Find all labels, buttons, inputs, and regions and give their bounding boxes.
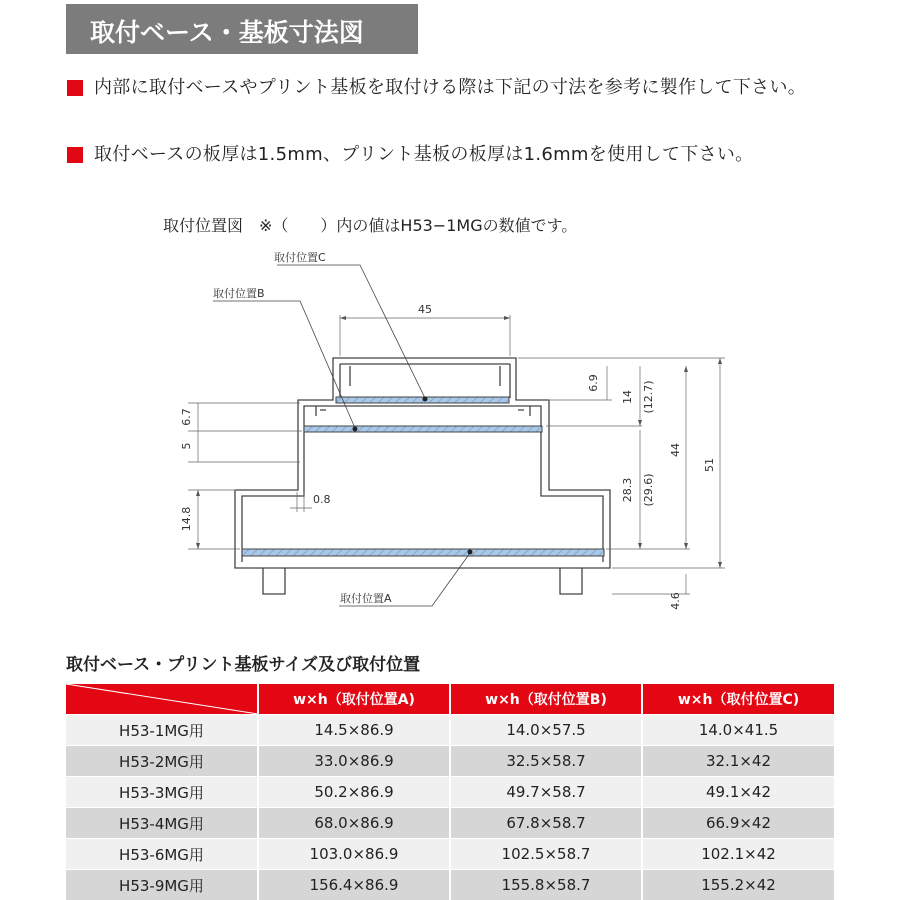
size-b-cell: 67.8×58.7: [450, 808, 642, 839]
size-a-cell: 156.4×86.9: [258, 870, 450, 900]
size-a-cell: 68.0×86.9: [258, 808, 450, 839]
board-position-c: [336, 397, 509, 403]
table-header-row: [66, 684, 834, 715]
position-b-marker: [353, 427, 358, 432]
size-c-cell: 49.1×42: [642, 777, 834, 808]
table-row: [66, 808, 834, 839]
table-row: [66, 870, 834, 900]
size-a-cell: 33.0×86.9: [258, 746, 450, 777]
dim-top-width: 45: [418, 303, 432, 316]
dim-28-3: 28.3: [621, 477, 634, 503]
model-cell: H53-6MG用: [66, 839, 258, 870]
red-square-bullet-icon: [67, 147, 83, 163]
size-a-cell: 50.2×86.9: [258, 777, 450, 808]
size-c-cell: 32.1×42: [642, 746, 834, 777]
note-1: [67, 73, 847, 103]
label-position-b: 取付位置B: [213, 287, 265, 300]
size-b-cell: 32.5×58.7: [450, 746, 642, 777]
header-corner: [66, 684, 258, 715]
size-c-cell: 14.0×41.5: [642, 715, 834, 746]
note-2-text: 取付ベースの板厚は1.5mm、プリント基板の板厚は1.6mmを使用して下さい。: [94, 144, 754, 165]
board-position-a: [242, 549, 604, 556]
position-a-marker: [468, 550, 473, 555]
table-row: [66, 746, 834, 777]
dim-5: 5: [180, 442, 193, 450]
size-c-cell: 66.9×42: [642, 808, 834, 839]
model-cell: H53-2MG用: [66, 746, 258, 777]
dim-12-7: (12.7): [642, 380, 655, 414]
size-c-cell: 155.2×42: [642, 870, 834, 900]
table-row: [66, 839, 834, 870]
dim-14-8: 14.8: [180, 506, 193, 532]
dim-14: 14: [621, 390, 634, 404]
model-cell: H53-1MG用: [66, 715, 258, 746]
header-pos-b: w×h（取付位置B): [450, 684, 642, 715]
size-a-cell: 14.5×86.9: [258, 715, 450, 746]
position-c-marker: [423, 397, 428, 402]
header-pos-c: w×h（取付位置C): [642, 684, 834, 715]
table-heading: 取付ベース・プリント基板サイズ及び取付位置: [66, 655, 421, 675]
mounting-position-diagram: [0, 240, 900, 620]
page-title: 取付ベース・基板寸法図: [90, 18, 364, 47]
model-cell: H53-9MG用: [66, 870, 258, 900]
diagonal-divider: [66, 684, 258, 714]
dim-0-8: 0.8: [313, 493, 331, 506]
size-a-cell: 103.0×86.9: [258, 839, 450, 870]
dim-6-9: 6.9: [587, 374, 600, 392]
dimension-arrowheads: [196, 316, 722, 568]
note-2: [67, 140, 847, 170]
red-square-bullet-icon: [67, 80, 83, 96]
label-position-a: 取付位置A: [340, 592, 392, 605]
size-table: [66, 684, 834, 900]
table-row: [66, 777, 834, 808]
size-b-cell: 155.8×58.7: [450, 870, 642, 900]
size-b-cell: 102.5×58.7: [450, 839, 642, 870]
dim-29-6: (29.6): [642, 473, 655, 507]
label-position-c: 取付位置C: [274, 251, 326, 264]
title-bar: [66, 4, 418, 54]
dim-4-6: 4.6: [669, 592, 682, 610]
board-position-b: [304, 426, 542, 432]
model-cell: H53-3MG用: [66, 777, 258, 808]
diagram-caption: 取付位置図 ※（ ）内の値はH53−1MGの数値です。: [163, 216, 578, 235]
size-b-cell: 14.0×57.5: [450, 715, 642, 746]
dim-6-7: 6.7: [180, 408, 193, 426]
header-pos-a: w×h（取付位置A): [258, 684, 450, 715]
size-b-cell: 49.7×58.7: [450, 777, 642, 808]
dim-44: 44: [669, 443, 682, 457]
note-1-text: 内部に取付ベースやプリント基板を取付ける際は下記の寸法を参考に製作して下さい。: [94, 77, 807, 98]
size-c-cell: 102.1×42: [642, 839, 834, 870]
dim-51: 51: [703, 458, 716, 472]
model-cell: H53-4MG用: [66, 808, 258, 839]
table-row: [66, 715, 834, 746]
